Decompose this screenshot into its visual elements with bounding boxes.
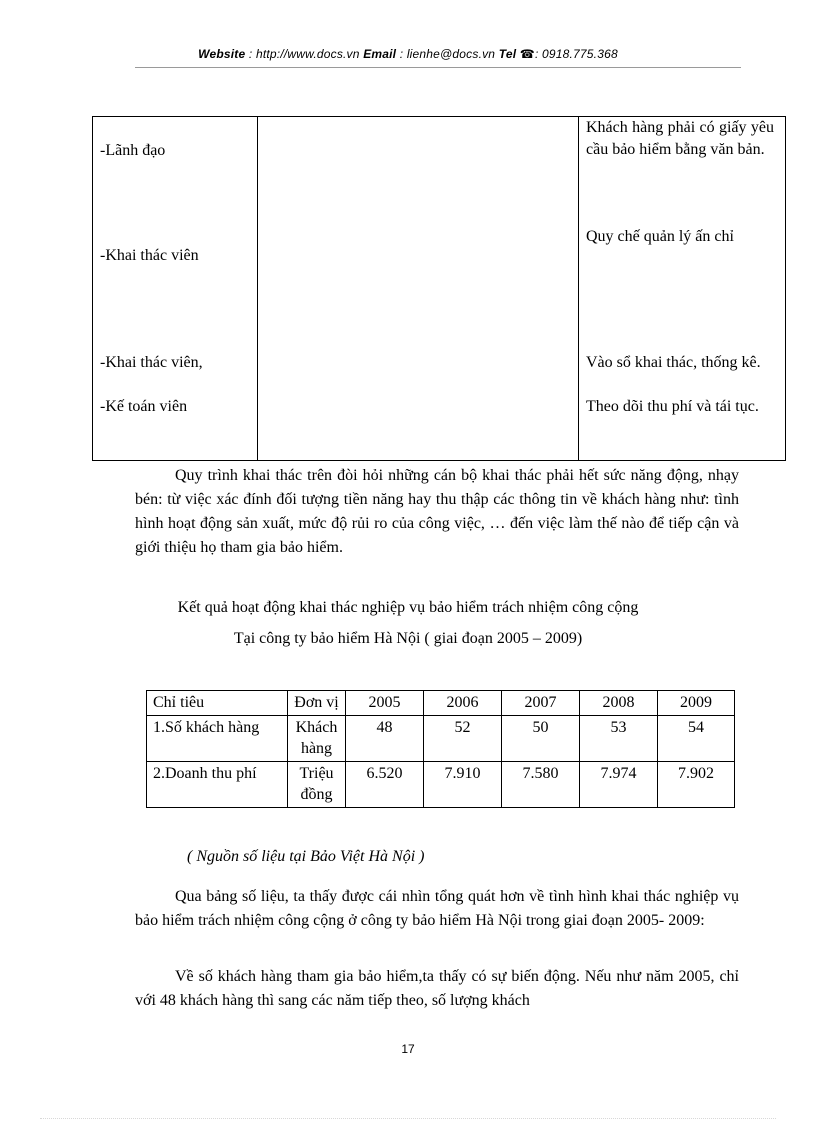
header-cell: Chỉ tiêu xyxy=(147,691,288,716)
role-accountant: -Kế toán viên xyxy=(100,398,188,415)
note-fee: Theo dõi thu phí và tái tục. xyxy=(586,398,759,415)
table-row xyxy=(147,716,735,762)
tel-label: Tel xyxy=(498,47,517,61)
phone-icon: ☎ xyxy=(519,47,535,61)
page-header xyxy=(0,47,816,61)
role-underwriter-2: -Khai thác viên, xyxy=(100,354,203,371)
header-cell: 2006 xyxy=(424,691,502,716)
header-cell: 2009 xyxy=(658,691,735,716)
header-cell: 2007 xyxy=(502,691,580,716)
header-cell: 2008 xyxy=(580,691,658,716)
table-cell: 48 xyxy=(346,716,424,762)
table-cell: 6.520 xyxy=(346,762,424,808)
process-table xyxy=(92,116,786,461)
page-number: 17 xyxy=(401,1042,415,1056)
website-url[interactable]: : http://www.docs.vn xyxy=(248,47,360,61)
table-cell: Khách hàng xyxy=(288,716,346,762)
footer-divider xyxy=(40,1118,776,1119)
results-table xyxy=(146,690,735,808)
table-cell: 54 xyxy=(658,716,735,762)
table-cell: 2.Doanh thu phí xyxy=(147,762,288,808)
paragraph-process: Quy trình khai thác trên đòi hỏi những cán bộ khai thác phải hết sức năng động, nhạy bén: từ việc xác đính đối tượng tiền năng hay thu thập các thông tin về khách hàng như: tình hình hoạt động sản xuất, mức độ rủi ro của công việc, … đến việc làm thế nào để tiếp cận và giới thiệu họ tham gia bảo hiểm. xyxy=(135,467,739,556)
header-divider xyxy=(135,67,741,68)
table-caption-line2: Tại công ty bảo hiểm Hà Nội ( giai đoạn 2005 – 2009) xyxy=(233,630,583,647)
table-cell: 1.Số khách hàng xyxy=(147,716,288,762)
note-record: Vào sổ khai thác, thống kê. xyxy=(586,354,761,371)
header-cell: 2005 xyxy=(346,691,424,716)
table-cell: 7.902 xyxy=(658,762,735,808)
role-underwriter: -Khai thác viên xyxy=(100,247,199,264)
process-middle-column xyxy=(257,116,579,461)
table-caption-line1: Kết quả hoạt động khai thác nghiệp vụ bảo hiểm trách nhiệm công cộng xyxy=(177,599,639,616)
table-cell: 53 xyxy=(580,716,658,762)
table-cell: 7.580 xyxy=(502,762,580,808)
tel-number: : 0918.775.368 xyxy=(534,47,618,61)
paragraph-summary: Qua bảng số liệu, ta thấy được cái nhìn tổng quát hơn về tình hình khai thác nghiệp vụ bảo hiểm trách nhiệm công cộng ở công ty bảo hiểm Hà Nội trong giai đoạn 2005- 2009: xyxy=(135,888,739,929)
website-label: Website xyxy=(198,47,246,61)
table-cell: 50 xyxy=(502,716,580,762)
table-cell: 7.910 xyxy=(424,762,502,808)
email-label: Email xyxy=(363,47,397,61)
email-address[interactable]: : lienhe@docs.vn xyxy=(399,47,496,61)
note-regulation: Quy chế quản lý ấn chỉ xyxy=(586,228,734,245)
header-cell: Đơn vị xyxy=(288,691,346,716)
note-request: Khách hàng phải có giấy yêu cầu bảo hiểm bằng văn bản. xyxy=(586,119,774,158)
table-cell: 52 xyxy=(424,716,502,762)
role-leader: -Lãnh đạo xyxy=(100,142,166,159)
table-header-row xyxy=(147,691,735,716)
table-cell: 7.974 xyxy=(580,762,658,808)
table-row xyxy=(147,762,735,808)
paragraph-customers: Về số khách hàng tham gia bảo hiểm,ta thấy có sự biến động. Nếu như năm 2005, chỉ với 48 khách hàng thì sang các năm tiếp theo, số lượng khách xyxy=(135,968,739,1009)
source-note: ( Nguồn số liệu tại Bảo Việt Hà Nội ) xyxy=(187,848,425,865)
table-cell: Triệu đồng xyxy=(288,762,346,808)
